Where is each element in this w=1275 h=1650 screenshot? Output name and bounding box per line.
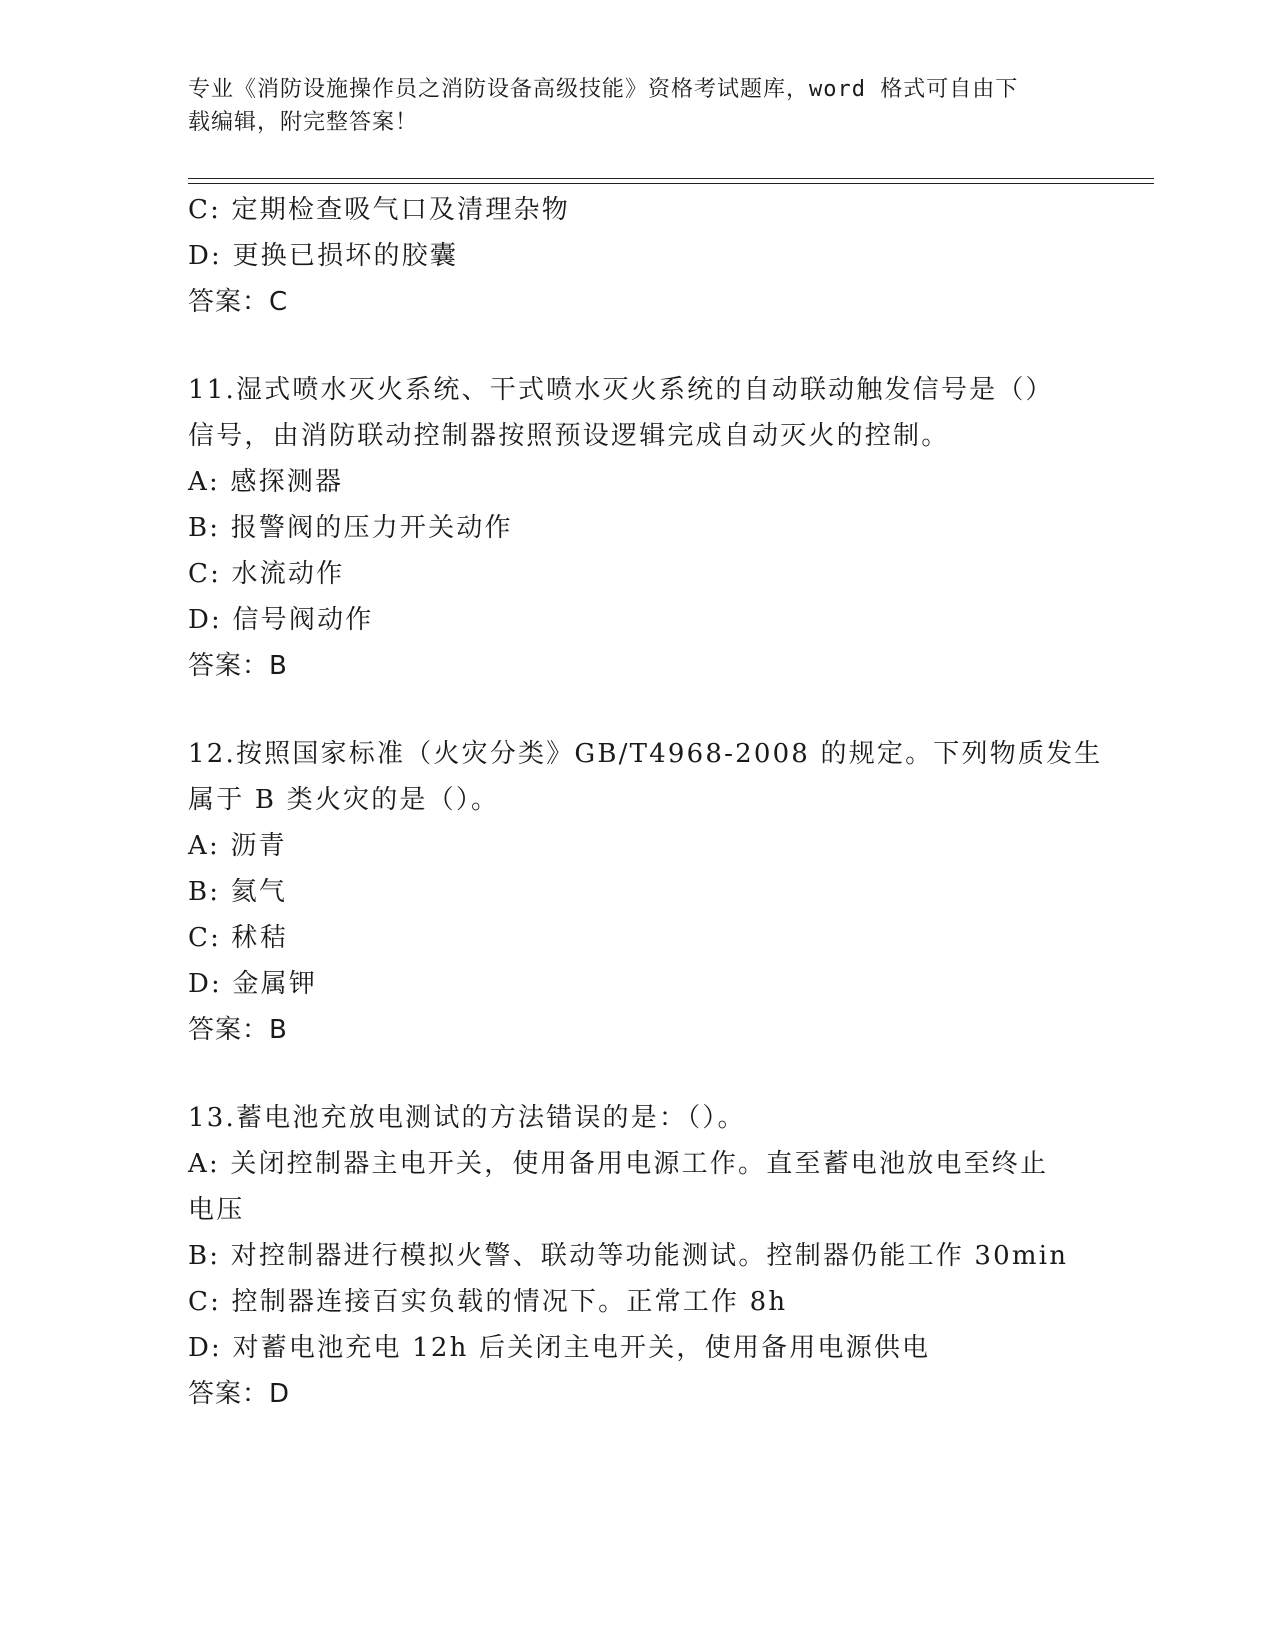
- option-b: B: 对控制器进行模拟火警、联动等功能测试。控制器仍能工作 30min: [188, 1241, 1069, 1271]
- document-header: [188, 73, 1068, 139]
- option-a: A: 关闭控制器主电开关，使用备用电源工作。直至蓄电池放电至终止: [188, 1149, 1049, 1179]
- option-d: D: 对蓄电池充电 12h 后关闭主电开关，使用备用电源供电: [188, 1333, 931, 1363]
- option-a: A: 感探测器: [188, 467, 344, 497]
- header-divider-bottom: [188, 183, 1154, 184]
- option-d: D: 信号阀动作: [188, 605, 374, 635]
- question-11: [188, 367, 1088, 689]
- answer-line: 答案：B: [188, 651, 288, 681]
- question-13: [188, 1095, 1088, 1417]
- question-stem-line: 12.按照国家标准（火灾分类》GB/T4968-2008 的规定。下列物质发生: [188, 739, 1103, 769]
- question-12: [188, 731, 1103, 1053]
- question-stem-line: 信号，由消防联动控制器按照预设逻辑完成自动灭火的控制。: [188, 421, 950, 451]
- option-b: B: 报警阀的压力开关动作: [188, 513, 513, 543]
- answer-line: 答案：D: [188, 1379, 291, 1409]
- question-10-continued: [188, 187, 1088, 325]
- option-c: C: 控制器连接百实负载的情况下。正常工作 8h: [188, 1287, 788, 1317]
- question-stem-line: 11.湿式喷水灭火系统、干式喷水灭火系统的自动联动触发信号是（）: [188, 375, 1054, 405]
- header-divider-top: [188, 178, 1154, 179]
- option-c: C: 水流动作: [188, 559, 345, 589]
- option-a-continued: 电压: [188, 1195, 245, 1225]
- answer-line: 答案：B: [188, 1015, 288, 1045]
- option-a: A: 沥青: [188, 831, 287, 861]
- question-stem-line: 属于 B 类火灾的是（）。: [188, 785, 500, 815]
- spacer: [188, 1053, 1088, 1095]
- option-b: B: 氦气: [188, 877, 288, 907]
- question-list: [188, 187, 1103, 1417]
- header-line-1: 专业《消防设施操作员之消防设备高级技能》资格考试题库，word 格式可自由下: [188, 77, 1019, 102]
- option-c: C: 定期检查吸气口及清理杂物: [188, 195, 570, 225]
- spacer: [188, 689, 1088, 731]
- option-d: D: 金属钾: [188, 969, 318, 999]
- option-d: D: 更换已损坏的胶囊: [188, 241, 459, 271]
- header-line-2: 载编辑，附完整答案！: [188, 110, 419, 135]
- answer-line: 答案：C: [188, 287, 289, 317]
- question-stem-line: 13.蓄电池充放电测试的方法错误的是：（）。: [188, 1103, 746, 1133]
- spacer: [188, 325, 1088, 367]
- option-c: C: 秫秸: [188, 923, 288, 953]
